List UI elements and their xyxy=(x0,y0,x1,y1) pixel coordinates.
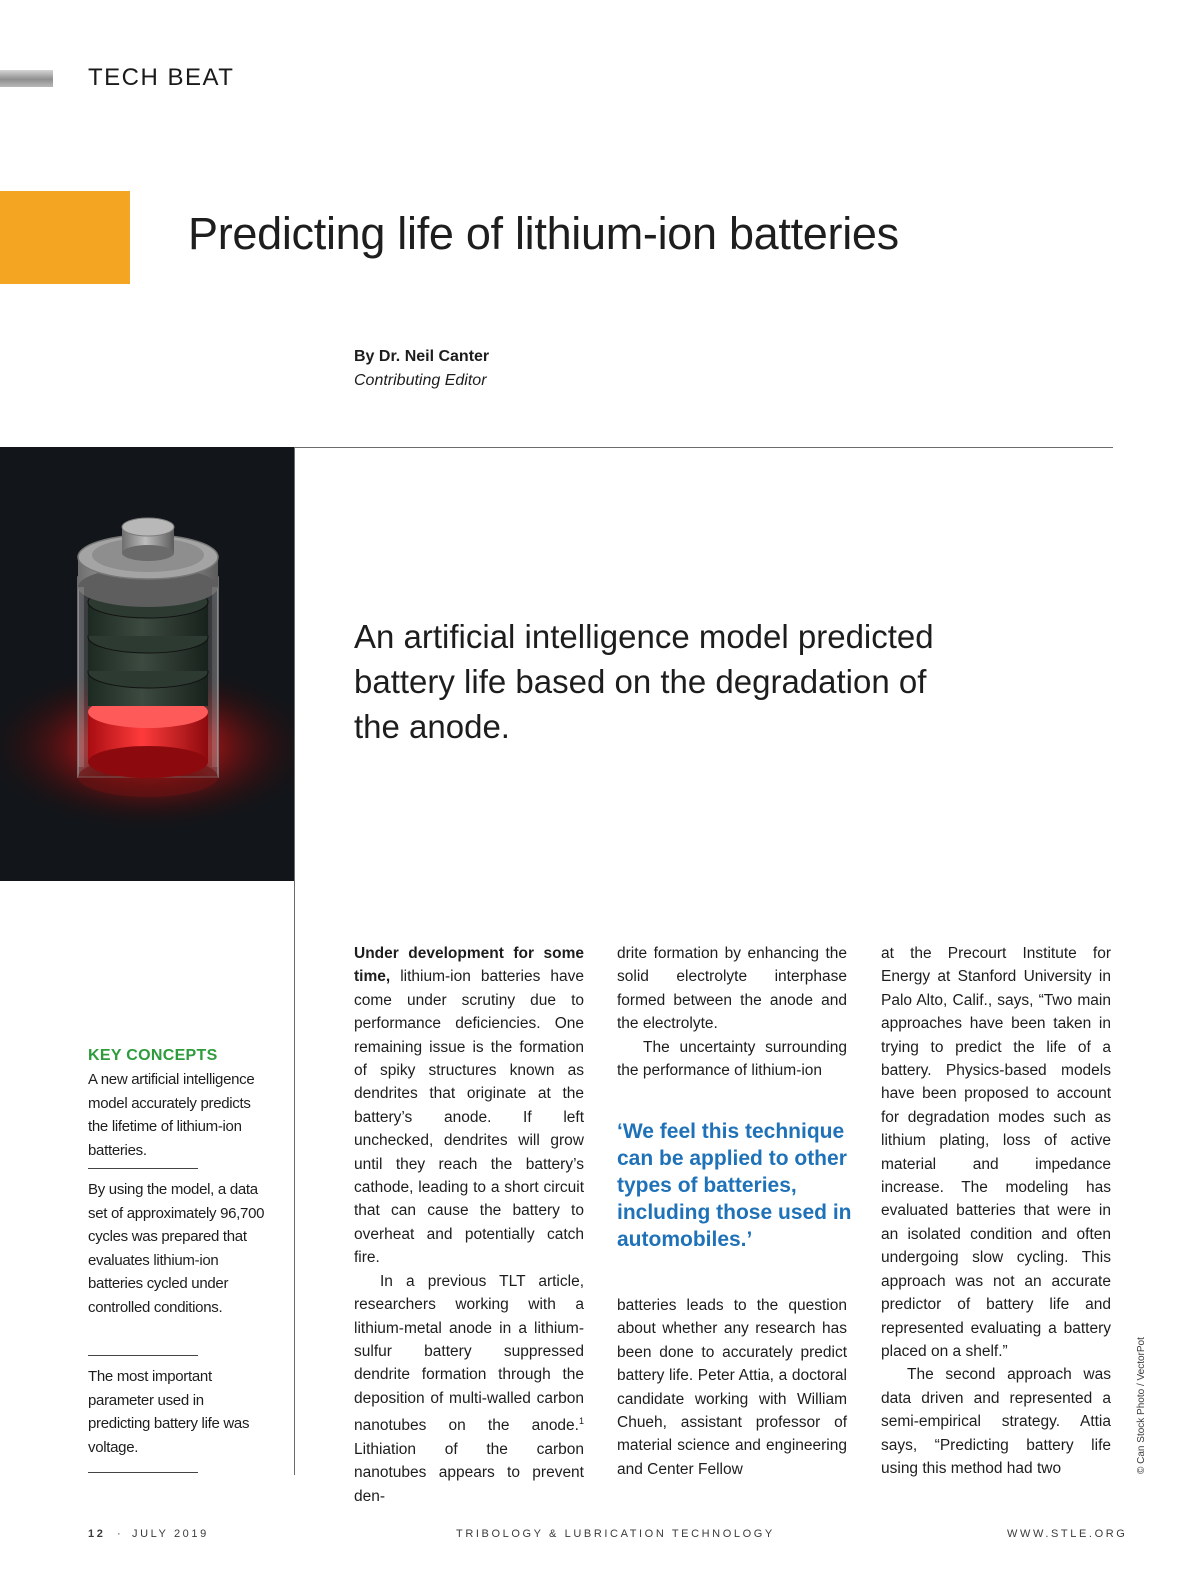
body-paragraph: The second approach was data driven and represented a semi-empirical strategy. Attia says, “Predicting battery life using this method had two xyxy=(881,1366,1111,1477)
body-paragraph: drite formation by enhancing the solid electrolyte interphase formed between the anode and the electrolyte. xyxy=(617,945,847,1033)
paragraph-text: lithium-ion batteries have come under scrutiny due to performance deficiencies. One remaining issue is the formation of spiky structures known as dendrites that originate at the battery’s anode. If left unchecked, dendrites will grow until they reach the battery’s cathode, leading to a short circuit that can cause the battery to overheat and potentially catch fire. xyxy=(354,968,584,1267)
body-paragraph: batteries leads to the question about whether any research has been done to accurately predict battery life. Peter Attia, a doctoral candidate working with William Chueh, assistant professor of material science and engineering and Center Fellow xyxy=(617,1297,847,1478)
key-concept-divider xyxy=(88,1472,198,1473)
website-url: WWW.STLE.ORG xyxy=(1007,1528,1128,1540)
key-concept-item: By using the model, a data set of approximately 96,700 cycles was prepared that evaluates lithium-ion batteries cycled under controlled conditions. xyxy=(88,1181,265,1316)
photo-credit: © Can Stock Photo / VectorPot xyxy=(1136,1337,1147,1474)
vertical-divider xyxy=(294,447,295,1475)
footer-separator: · xyxy=(117,1528,124,1540)
battery-illustration xyxy=(0,447,294,881)
key-concept-item: A new artificial intelligence model accurately predicts the lifetime of lithium-ion batteries. xyxy=(88,1071,255,1159)
body-column-2-continued xyxy=(617,1294,847,1481)
body-paragraph: at the Precourt Institute for Energy at Stanford University in Palo Alto, Calif., says, “Two main approaches have been taken in trying to predict the life of a battery. Physics-based models have been proposed to account for degradation modes such as lithium plating, loss of active material and impedance increase. The modeling has evaluated batteries that were in an isolated condition and often undergoing slow cycling. This approach was not an accurate predictor of battery life and represented evaluating a battery placed on a shelf.” xyxy=(881,945,1111,1360)
key-concept-divider xyxy=(88,1355,198,1356)
section-bar xyxy=(0,70,53,87)
body-paragraph xyxy=(354,942,584,1270)
battery-icon xyxy=(0,447,294,881)
title-accent-block xyxy=(0,191,130,284)
article-deck: An artificial intelligence model predicted battery life based on the degradation of the anode. xyxy=(354,618,934,745)
byline: By Dr. Neil Canter xyxy=(354,348,490,365)
paragraph-text: In a previous TLT article, researchers working with a lithium-metal anode in a lithium-sulfur battery suppressed dendrite formation through the deposition of multi-walled carbon nanotubes on the anode. xyxy=(354,1272,584,1435)
magazine-name: TRIBOLOGY & LUBRICATION TECHNOLOGY xyxy=(456,1528,775,1540)
key-concept-item: The most important parameter used in predicting battery life was voltage. xyxy=(88,1368,250,1456)
issue-date: JULY 2019 xyxy=(132,1528,209,1540)
body-column-3 xyxy=(881,942,1111,1480)
footnote-reference: 1 xyxy=(578,1416,584,1427)
body-paragraph xyxy=(354,1270,584,1508)
horizontal-divider xyxy=(295,447,1113,448)
page-number: 12 xyxy=(88,1528,106,1540)
key-concept-divider xyxy=(88,1168,198,1169)
byline-role: Contributing Editor xyxy=(354,372,487,389)
section-label: TECH BEAT xyxy=(88,64,235,91)
pull-quote: ‘We feel this technique can be applied to other types of batteries, including those used in automobiles.’ xyxy=(617,1120,852,1251)
body-column-2 xyxy=(617,942,847,1082)
body-paragraph: The uncertainty surrounding the performance of lithium-ion xyxy=(617,1038,847,1080)
article-title: Predicting life of lithium-ion batteries xyxy=(188,208,899,259)
paragraph-text: Lithiation of the carbon nanotubes appears to prevent den- xyxy=(354,1440,584,1505)
key-concepts-title: KEY CONCEPTS xyxy=(88,1047,218,1064)
lead-in: Under development for some time, xyxy=(354,945,584,986)
body-column-1 xyxy=(354,942,584,1508)
